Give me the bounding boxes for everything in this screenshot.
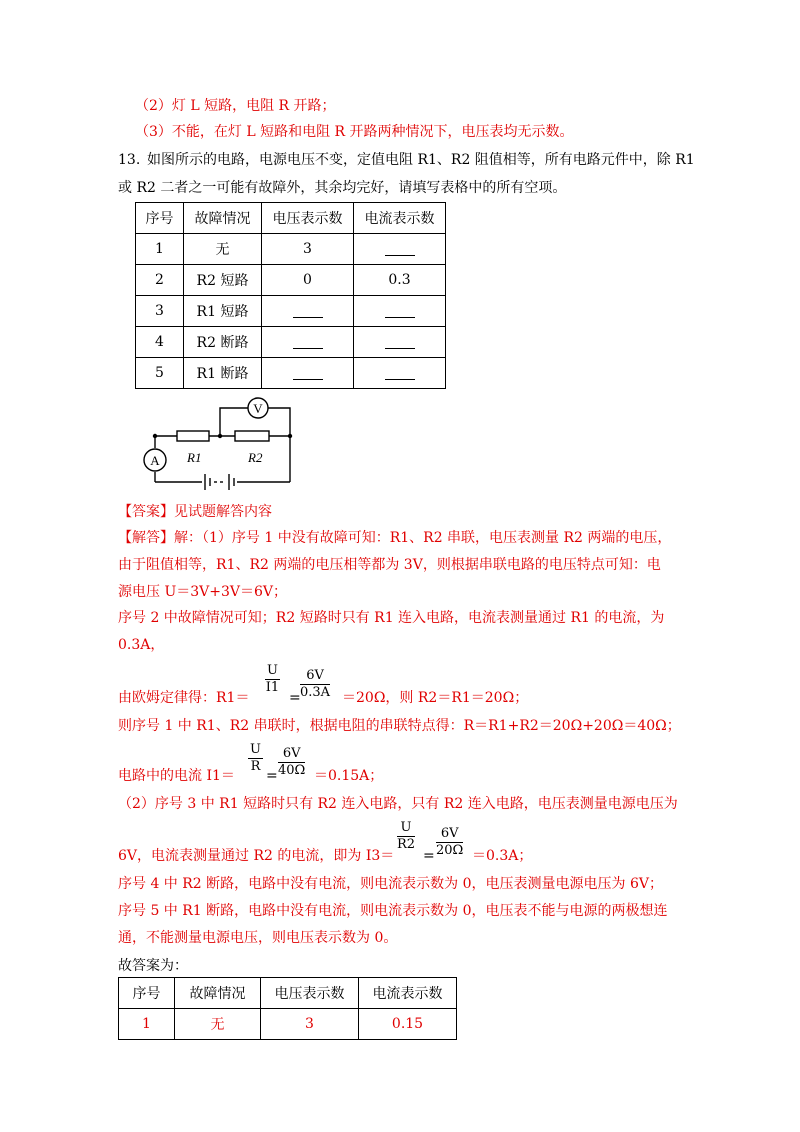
denominator: 0.3A [300,685,331,700]
cell-index: 2 [136,265,184,296]
cell-fault: 无 [175,1009,261,1040]
numerator: 6V [436,826,463,843]
question-text-1: 如图所示的电路，电源电压不变，定值电阻 R1、R2 阻值相等，所有电路元件中，除 R1 [147,152,695,168]
fraction-6v-20 [436,826,463,859]
cell-current: 0.3 [354,265,446,296]
denominator: R [250,759,261,774]
header-cell: 故障情况 [184,203,262,234]
fraction-6v-03a [300,668,330,701]
i3-suffix: ＝0.3A； [472,848,533,864]
header-cell: 电压表示数 [262,203,354,234]
cell-voltage-blank [262,327,354,358]
denominator: R2 [397,837,416,852]
numerator: 6V [278,746,305,763]
cell-voltage-blank [262,358,354,389]
fill-blank [385,367,415,380]
analysis-line-2: 由于阻值相等，R1、R2 两端的电压相等都为 3V，则根据串联电路的电压特点可知：电 [118,557,661,573]
analysis-line-4: 序号 2 中故障情况可知；R2 短路时只有 R1 连入电路，电流表测量通过 R1 的电流，为 [118,610,665,626]
cell-fault: R2 短路 [184,265,262,296]
cell-index: 3 [136,296,184,327]
equals-sign: = [289,690,301,706]
cell-fault: R1 断路 [184,358,262,389]
cell-index: 4 [136,327,184,358]
question-text-2: 或 R2 二者之一可能有故障外，其余均完好，请填写表格中的所有空项。 [118,180,567,196]
header-cell: 序号 [119,978,175,1009]
cell-fault: R2 断路 [184,327,262,358]
cell-voltage: 0 [262,265,354,296]
numerator: U [397,820,415,837]
series-line: 则序号 1 中 R1、R2 串联时，根据电阻的串联特点得：R＝R1+R2＝20Ω+20Ω＝40Ω； [118,718,681,734]
question-number: 13. [118,152,141,168]
resistor-r2 [235,431,269,441]
ohm-suffix: ＝20Ω，则 R2＝R1＝20Ω； [342,690,529,706]
fraction-6v-40 [278,746,305,779]
table-row [136,234,446,265]
header-cell: 电流表示数 [354,203,446,234]
equals-sign: = [266,768,278,784]
part-5-line-2: 通，不能测量电源电压，则电压表示数为 0。 [118,930,398,946]
current-suffix: ＝0.15A； [314,768,384,784]
resistor-r1 [177,431,209,441]
answer-label: 【答案】见试题解答内容 [118,504,272,520]
final-answer-label: 故答案为： [118,958,188,974]
fill-blank [293,336,323,349]
header-cell: 电压表示数 [261,978,359,1009]
prev-answer-3: （3）不能，在灯 L 短路和电阻 R 开路两种情况下，电压表均无示数。 [135,124,574,140]
numerator: U [267,663,278,678]
analysis-line-1 [118,528,671,548]
table-header-row [119,978,457,1009]
denominator: 40Ω [278,763,306,778]
cell-index: 1 [119,1009,175,1040]
i3-prefix: 6V，电流表测量通过 R2 的电流，即为 I3＝ [118,848,395,864]
fill-blank [385,336,415,349]
cell-current-blank [354,358,446,389]
r2-label: R2 [248,450,263,465]
part-5-line-1: 序号 5 中 R1 断路，电路中没有电流，则电流表示数为 0，电压表不能与电源的两极想连 [118,903,668,919]
ohm-prefix: 由欧姆定律得：R1＝ [118,690,250,706]
ammeter-label: A [150,453,160,468]
cell-fault: R1 短路 [184,296,262,327]
cell-index: 5 [136,358,184,389]
table-header-row [136,203,446,234]
cell-current-blank [354,327,446,358]
cell-index: 1 [136,234,184,265]
analysis-line-3: 源电压 U＝3V+3V＝6V； [118,584,288,600]
cell-current-blank [354,296,446,327]
prev-answer-2: （2）灯 L 短路，电阻 R 开路； [135,98,336,114]
header-cell: 故障情况 [175,978,261,1009]
question-table [135,202,446,389]
fraction-u-r [248,742,263,775]
header-cell: 序号 [136,203,184,234]
cell-voltage: 3 [262,234,354,265]
voltmeter-label: V [253,401,263,416]
table-row [119,1009,457,1040]
fill-blank [385,243,415,256]
fraction-u-r2 [397,820,415,853]
table-row [136,327,446,358]
analysis-label: 【解答】 [118,530,174,546]
table-row [136,296,446,327]
circuit-diagram [135,392,305,496]
analysis-line-5: 0.3A， [118,637,165,653]
fill-blank [385,305,415,318]
r1-label: R1 [187,450,202,465]
numerator: U [250,742,261,757]
final-answer-table [118,977,457,1040]
analysis-text: 解：（1）序号 1 中没有故障可知：R1、R2 串联，电压表测量 R2 两端的电压， [174,530,672,546]
cell-current: 0.15 [359,1009,457,1040]
fill-blank [293,367,323,380]
equals-sign: = [423,848,435,864]
current-prefix: 电路中的电流 I1＝ [118,768,235,784]
numerator: 6V [300,668,330,685]
part2-line-1: （2）序号 3 中 R1 短路时只有 R2 连入电路，只有 R2 连入电路，电压表测量电源电压为 [118,796,678,812]
cell-current-blank [354,234,446,265]
fraction-u-i1 [265,663,280,696]
table-row [136,265,446,296]
cell-fault: 无 [184,234,262,265]
denominator: 20Ω [436,843,464,858]
part-4-line: 序号 4 中 R2 断路，电路中没有电流，则电流表示数为 0，电压表测量电源电压为 6V； [118,876,663,892]
cell-voltage-blank [262,296,354,327]
denominator: I1 [265,680,280,695]
fill-blank [293,305,323,318]
table-row [136,358,446,389]
cell-voltage: 3 [261,1009,359,1040]
header-cell: 电流表示数 [359,978,457,1009]
